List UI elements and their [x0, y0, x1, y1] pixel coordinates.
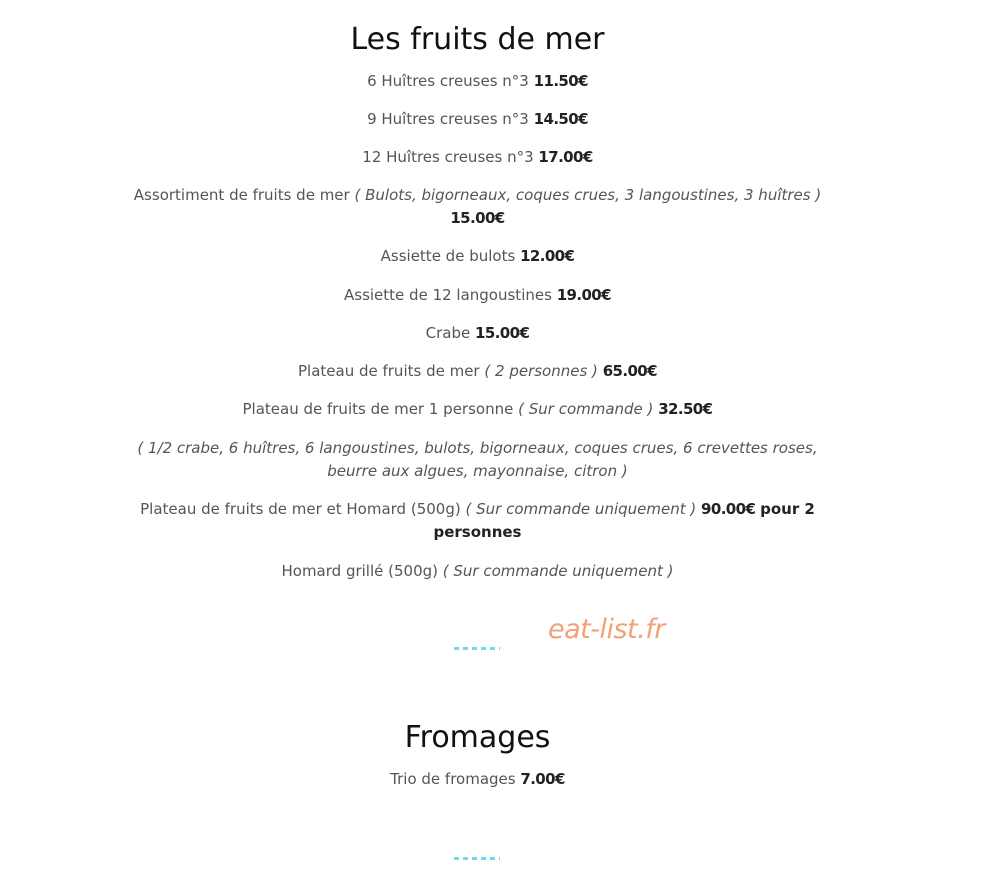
menu-item [120, 70, 835, 93]
item-name: 6 Huîtres creuses n°3 [367, 72, 529, 90]
menu-item [120, 108, 835, 131]
item-price: 11.50€ [533, 72, 588, 90]
item-name: Assortiment de fruits de mer [133, 186, 350, 204]
item-name: Plateau de fruits de mer [297, 362, 480, 380]
item-name: Assiette de 12 langoustines [344, 286, 552, 304]
item-name: Crabe [425, 324, 471, 342]
item-name: Homard grillé (500g) [281, 562, 438, 580]
item-description: ( Bulots, bigorneaux, coques crues, 3 langoustines, 3 huîtres ) [354, 186, 822, 204]
item-description: ( 2 personnes ) [484, 362, 598, 380]
menu-item [120, 284, 835, 307]
item-description: ( Sur commande ) [518, 400, 654, 418]
section-title-fruits-de-mer: Les fruits de mer [350, 22, 605, 57]
menu-item [120, 498, 835, 544]
menu-item [120, 322, 835, 345]
menu-item [120, 398, 835, 421]
item-price: 17.00€ [538, 148, 593, 166]
section-divider [454, 857, 500, 860]
item-price: 12.00€ [520, 247, 575, 265]
item-price: 32.50€ [658, 400, 713, 418]
menu-item [120, 560, 835, 583]
section-divider [454, 647, 500, 650]
item-name: Assiette de bulots [380, 247, 516, 265]
item-price: 15.00€ [450, 209, 505, 227]
menu-item [120, 146, 835, 169]
section-title-fromages: Fromages [404, 720, 551, 755]
item-name: Trio de fromages [390, 770, 516, 788]
item-name: 12 Huîtres creuses n°3 [362, 148, 534, 166]
item-name: 9 Huîtres creuses n°3 [367, 110, 529, 128]
item-description: ( Sur commande uniquement ) [442, 562, 674, 580]
item-price: 14.50€ [533, 110, 588, 128]
item-description: ( Sur commande uniquement ) [465, 500, 697, 518]
menu-item [120, 768, 835, 791]
menu-item [120, 360, 835, 383]
item-composition-note: ( 1/2 crabe, 6 huîtres, 6 langoustines, bulots, bigorneaux, coques crues, 6 crevettes roses, beurre aux algues, mayonnaise, citron ) [137, 439, 818, 480]
item-price: 65.00€ [602, 362, 657, 380]
item-price-suffix: pour 2 personnes [433, 500, 815, 541]
item-name: Plateau de fruits de mer et Homard (500g) [140, 500, 461, 518]
item-price: 7.00€ [520, 770, 565, 788]
menu-item [120, 184, 835, 230]
watermark-logo: eat-list.fr [548, 614, 665, 645]
menu-item [120, 245, 835, 268]
item-price: 19.00€ [556, 286, 611, 304]
item-price: 15.00€ [475, 324, 530, 342]
item-price: 90.00€ [701, 500, 756, 518]
item-name: Plateau de fruits de mer 1 personne [242, 400, 514, 418]
